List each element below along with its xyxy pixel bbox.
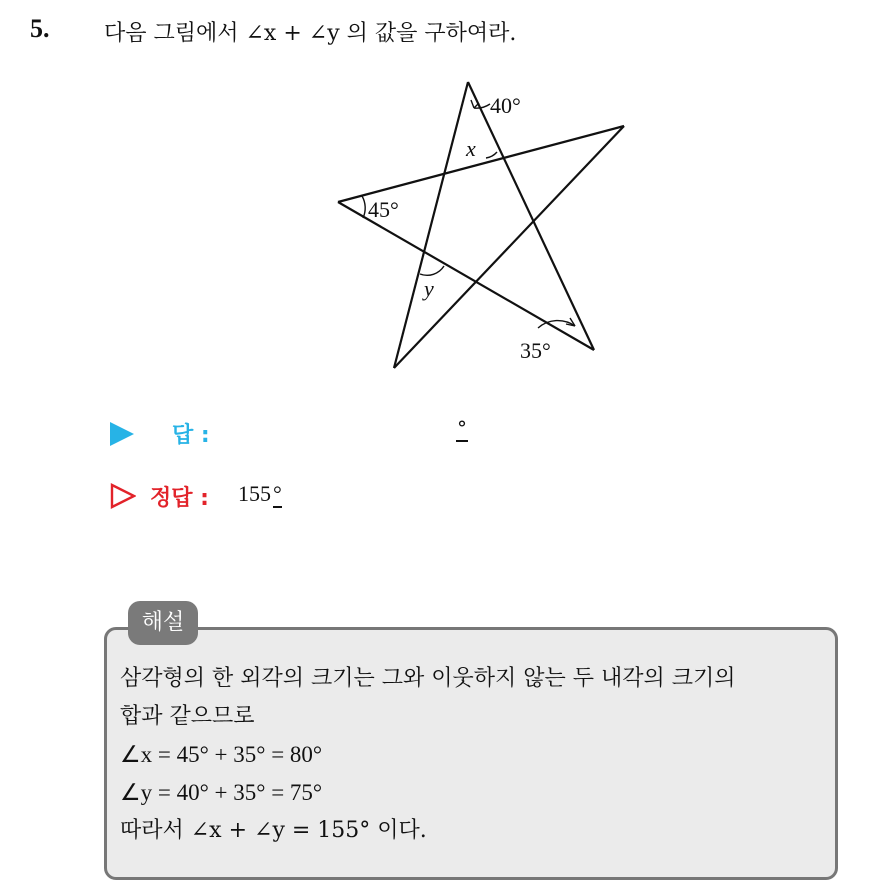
- segment-top-to-bottom-right: [468, 82, 594, 350]
- label-y: y: [424, 276, 434, 301]
- correct-answer-row: [110, 481, 510, 513]
- segment-top-right-to-bottom-left: [394, 126, 624, 368]
- explanation-line-5: 따라서 ∠x + ∠y = 155° 이다.: [120, 818, 427, 843]
- segment-left-to-bottom-right: [338, 202, 594, 350]
- explanation-line-4: ∠y = 40° + 35° = 75°: [120, 780, 323, 805]
- explanation-line-2: 합과 같으므로: [120, 704, 255, 729]
- segment-top-to-bottom-left: [394, 82, 468, 368]
- explanation-line-1: 삼각형의 한 외각의 크기는 그와 이웃하지 않는 두 내각의 크기의: [120, 666, 736, 691]
- explanation-line-3: ∠x = 45° + 35° = 80°: [120, 742, 323, 767]
- label-40-deg: 40°: [490, 93, 521, 118]
- segment-left-to-top-right: [338, 126, 624, 202]
- explanation-tag: 해설: [128, 601, 198, 645]
- answer-row: [110, 418, 510, 450]
- arc-x-angle: [486, 152, 497, 158]
- outline-triangle-icon: [110, 483, 136, 509]
- correct-answer-value: [238, 481, 282, 507]
- answer-label: 답 :: [172, 423, 210, 448]
- arc-y-angle: [420, 266, 444, 275]
- answer-unit: °: [457, 416, 467, 440]
- label-45-deg: 45°: [368, 197, 399, 222]
- correct-answer-number: 155: [238, 481, 271, 506]
- correct-answer-label: 정답 :: [150, 486, 209, 511]
- label-x: x: [466, 136, 476, 161]
- answer-field[interactable]: [456, 416, 468, 440]
- correct-answer-unit: °: [273, 481, 282, 506]
- arc-left-angle: [362, 196, 365, 218]
- play-triangle-icon: [110, 422, 134, 446]
- star-figure: [320, 70, 640, 380]
- problem-number: 5.: [30, 14, 50, 43]
- explanation-text: [120, 660, 830, 850]
- problem-question: 다음 그림에서 ∠x + ∠y 의 값을 구하여라.: [104, 21, 517, 46]
- label-35-deg: 35°: [520, 338, 551, 363]
